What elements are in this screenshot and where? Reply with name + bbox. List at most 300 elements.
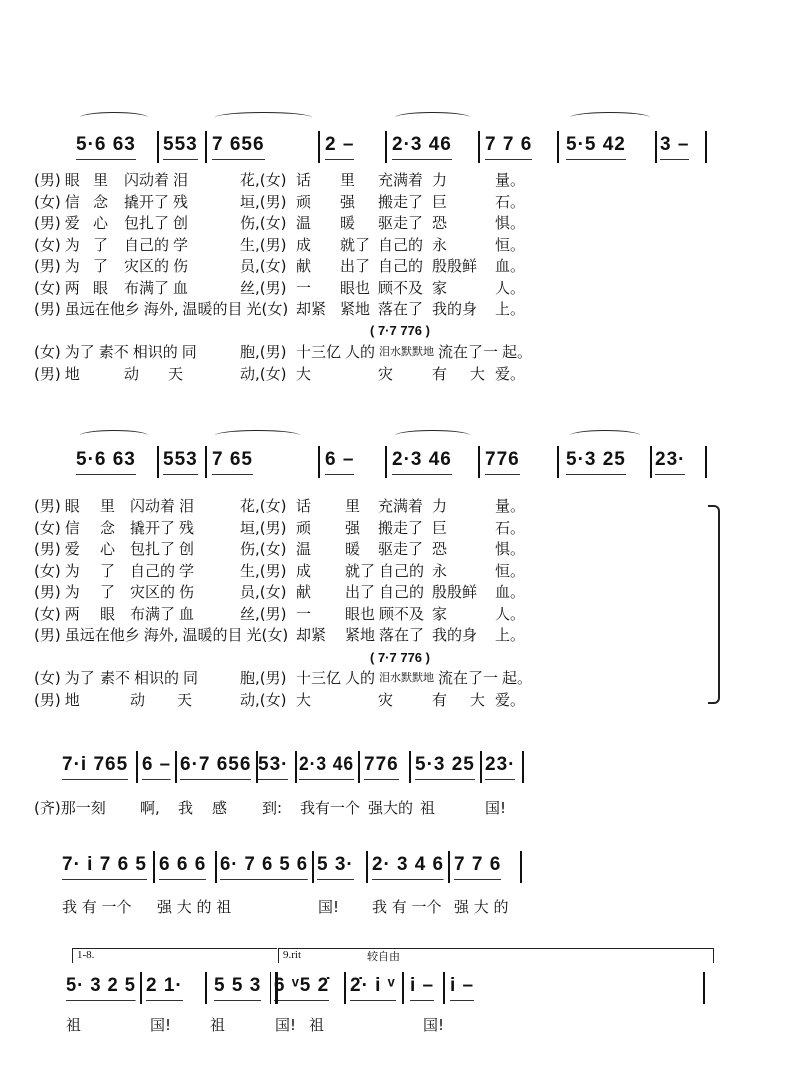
lyric-text: 恒。 [495,561,526,580]
lyric-text: 暖 [345,540,361,558]
bar-line [655,131,657,163]
bar-line [557,446,559,478]
lyric-text: 殷殷鲜 [432,583,478,601]
slur-mark [570,430,640,441]
lyric-text: 虽远在他乡 [64,300,140,318]
bar-line [205,446,207,478]
notation-measure: 6 6 6 [159,853,206,880]
lyric-text: 丝,(男) [240,604,287,623]
slur-mark [395,112,470,123]
lyric-text: 一 [296,278,312,297]
volta-1-bracket: 1-8. [72,948,277,963]
lyric-text: (男) [34,171,61,189]
inserted-notes: ( 7·7 776 ) [370,323,430,338]
lyric-text: 海外, [143,626,179,644]
bar-line [705,446,707,478]
lyric-text: 里 [340,171,356,189]
lyric-text: (女) [34,561,61,580]
lyric-text: 到: [262,799,283,817]
lyric-text: 同 [183,669,199,687]
lyric-text: 大 [470,690,486,709]
bar-line [705,131,707,163]
lyric-text: 石。 [495,192,526,211]
lyric-text: 光(女) [246,300,289,318]
lyric-text: 为 [64,235,80,254]
notation-measure: 5·3 25 [566,448,626,475]
lyric-text: 温 [296,214,312,232]
lyric-text: 天 [177,690,193,709]
notation-measure: 23· [485,753,515,780]
lyric-text: (男) [34,626,61,644]
lyric-text: 动 [124,364,140,383]
lyric-text: 天 [168,364,184,383]
lyric-text: 伤,(女) [240,540,287,558]
lyric-text: 闪动着 [124,171,170,189]
lyric-text: (男) [34,497,61,515]
bar-line [366,851,368,883]
lyric-text: 爱 [64,540,80,558]
notation-measure: 5 5 3 [214,974,261,1001]
lyric-text: (女) [34,235,61,254]
lyric-text: 残 [179,518,195,537]
lyric-text: 强 大 的 [454,898,509,916]
bar-line [205,972,207,1004]
lyric-text: 自己的 [379,561,425,580]
lyric-text: 流在了一 [438,669,499,687]
lyric-text: 伤 [179,583,195,601]
lyric-text: (男) [34,364,61,383]
bar-line [385,446,387,478]
lyric-text: 为了 [64,343,95,361]
lyric-text: 信 [64,518,80,537]
lyric-text: 地 [64,364,80,383]
slur-mark [570,112,650,123]
lyric-text: 里 [100,497,116,515]
lyric-text: 落在了 [379,626,425,644]
notation-measure: 2·3 46 [392,448,452,475]
bar-line [443,972,445,1004]
lyric-text: 惧。 [495,540,526,558]
notation-measure: 7· i 7 6 5 [62,853,147,880]
lyric-text: 有 [432,690,448,709]
lyric-text: (女) [34,669,61,687]
notation-measure: 6·7 656 [180,753,251,780]
lyric-text: 量。 [495,171,526,189]
bar-line [205,131,207,163]
lyric-text: 泪水默默地 [379,671,435,684]
notation-measure: 5·3 25 [415,753,475,780]
lyric-text: 强 [345,518,361,537]
lyric-text: 了 [93,257,109,275]
lyric-text: 眼 [100,604,116,623]
lyric-text: 石。 [495,518,526,537]
notation-measure: 776 [485,448,520,475]
lyric-text: 闪动着 [130,497,176,515]
lyric-text: 落在了 [378,300,424,318]
lyric-text: 强 [340,192,356,211]
lyric-text: 祖 [420,799,436,817]
lyric-text: 爱。 [495,690,526,709]
lyric-text: 巨 [432,518,448,537]
lyric-text: (女) [34,192,61,211]
notation-measure: 776 [364,753,399,780]
lyric-text: 顽 [296,192,312,211]
bar-line [153,851,155,883]
lyric-text: 十三亿 [296,669,342,687]
bar-line [270,972,278,1004]
notation-measure: 2· 3 4 6 [372,853,444,880]
lyric-text: 自己的 [379,583,425,601]
lyric-text: 就了 [340,235,371,254]
notation-measure: 6 – [325,448,354,475]
notation-measure: 553 [163,133,198,160]
brace-bracket [708,505,720,704]
lyric-text: 我的身 [432,300,478,318]
lyric-text: 恐 [432,540,448,558]
lyric-text: 布满了 [130,604,176,623]
lyric-text: 就了 [345,561,376,580]
lyric-text: 顾不及 [379,604,425,623]
lyric-text: 话 [296,497,312,515]
volta-2-bracket: 9.rit [278,948,714,963]
lyric-text: 国! [318,898,340,916]
lyric-text: 献 [296,257,312,275]
lyric-text: 员,(女) [240,257,287,275]
lyric-text: 搬走了 [378,518,424,537]
lyric-text: 动,(女) [240,364,287,383]
lyric-text: 伤,(女) [240,214,287,232]
notation-measure: i – [410,974,434,1001]
bar-line [703,972,705,1004]
lyric-text: 为 [64,257,80,275]
lyric-text: 充满着 [378,171,424,189]
lyric-text: 泪 [179,497,195,515]
lyric-text: 念 [93,192,109,211]
lyric-text: 生,(男) [240,235,287,254]
lyric-text: 力 [432,171,448,189]
lyric-text: 永 [432,235,448,254]
bar-line [256,751,258,783]
lyric-text: 人的 [345,669,376,687]
lyric-text: 创 [179,540,195,558]
lyric-text: 驱走了 [378,540,424,558]
lyric-text: 国! [423,1016,445,1034]
inserted-notes: ( 7·7 776 ) [370,650,430,665]
lyric-text: 人的 [345,343,376,361]
lyric-text: 温暖的目 [182,626,243,644]
lyric-text: (女) [34,604,61,623]
lyric-text: 家 [432,604,448,623]
notation-measure: 7 65 [212,448,253,475]
lyric-text: (齐)那一刻 [34,799,106,817]
lyric-text: (男) [34,300,61,318]
lyric-text: 自己的 [124,235,170,254]
lyric-text: 自己的 [130,561,176,580]
lyric-text: 出了 [340,257,371,275]
lyric-text: 撬开了 [130,518,176,537]
lyric-text: 两 [64,278,80,297]
lyric-text: 大 [296,690,312,709]
bar-line [157,131,159,163]
lyric-text: 垣,(男) [240,192,287,211]
lyric-text: 祖 [66,1016,82,1034]
lyric-text: 人。 [495,278,526,297]
lyric-text: 伤 [173,257,189,275]
lyric-text: 员,(女) [240,583,287,601]
lyric-text: 家 [432,278,448,297]
bar-line [522,751,524,783]
bar-line [215,851,217,883]
notation-measure: 5·6 63 [76,133,136,160]
lyric-text: 出了 [345,583,376,601]
lyric-text: 灾 [378,364,394,383]
lyric-text: 一 [296,604,312,623]
lyric-text: 血。 [495,257,526,275]
lyric-text: 眼 [64,171,80,189]
bar-line [478,131,480,163]
bar-line [136,751,138,783]
lyric-text: 垣,(男) [240,518,287,537]
lyric-text: 动,(女) [240,690,287,709]
lyric-text: 强大的 [368,799,414,817]
bar-line [480,751,482,783]
lyric-text: 花,(女) [240,171,287,189]
bar-line [402,972,404,1004]
lyric-text: 为了 [64,669,95,687]
slur-mark [395,430,470,441]
lyric-text: 海外, [143,300,179,318]
lyric-text: 充满着 [378,497,424,515]
lyric-text: 心 [100,540,116,558]
lyric-text: 血。 [495,583,526,601]
lyric-text: 顽 [296,518,312,537]
lyric-text: 眼 [93,278,109,297]
bar-line [478,446,480,478]
lyric-text: 光(女) [246,626,289,644]
bar-line [650,446,652,478]
lyric-text: 恐 [432,214,448,232]
lyric-text: 我 有 一个 [62,898,132,916]
lyric-text: 丝,(男) [240,278,287,297]
lyric-text: 起。 [502,669,533,687]
lyric-text: 暖 [340,214,356,232]
lyric-text: 相识的 [134,669,180,687]
slur-mark [215,112,312,123]
bar-line [448,851,450,883]
lyric-text: 成 [296,561,312,580]
lyric-text: 温 [296,540,312,558]
notation-measure: 2·3 46 [299,753,354,780]
lyric-text: (男) [34,257,61,275]
notation-measure: 7 656 [212,133,265,160]
lyric-text: 学 [179,561,195,580]
notation-measure: 5 3· [317,853,354,880]
lyric-text: 温暖的目 [182,300,243,318]
lyric-text: (女) [34,518,61,537]
lyric-text: 恒。 [495,235,526,254]
lyric-text: 啊, [140,799,160,817]
lyric-text: 信 [64,192,80,211]
lyric-text: 花,(女) [240,497,287,515]
lyric-text: 虽远在他乡 [64,626,140,644]
tempo-marking: 较自由 [367,950,400,963]
lyric-text: 起。 [502,343,533,361]
lyric-text: 残 [173,192,189,211]
lyric-text: 念 [100,518,116,537]
notation-measure: i – [450,974,474,1001]
lyric-text: 爱 [64,214,80,232]
lyric-text: 眼 [64,497,80,515]
lyric-text: 惧。 [495,214,526,232]
lyric-text: 流在了一 [438,343,499,361]
lyric-text: 灾区的 [124,257,170,275]
lyric-text: 大 [296,364,312,383]
lyric-text: 永 [432,561,448,580]
lyric-text: 巨 [432,192,448,211]
lyric-text: 强 大 的 祖 [157,898,232,916]
notation-measure: 5·6 63 [76,448,136,475]
lyric-text: 却紧 [296,300,327,318]
lyric-text: 我 [178,799,194,817]
bar-line [409,751,411,783]
lyric-text: 创 [173,214,189,232]
notation-measure: 553 [163,448,198,475]
lyric-text: 眼也 [345,604,376,623]
lyric-text: 搬走了 [378,192,424,211]
lyric-text: 人。 [495,604,526,623]
notation-measure: 2 1· [146,974,183,1001]
bar-line [358,751,360,783]
slur-mark [215,430,300,441]
lyric-text: 了 [100,583,116,601]
lyric-text: 里 [93,171,109,189]
notation-measure: 53· [258,753,288,780]
slur-mark [80,112,148,123]
lyric-text: (女) [34,343,61,361]
bar-line [318,131,320,163]
lyric-text: 话 [296,171,312,189]
bar-line [312,851,314,883]
lyric-text: 上。 [495,626,526,644]
lyric-text: 献 [296,583,312,601]
bar-line [385,131,387,163]
lyric-text: 我 有 一个 [372,898,442,916]
lyric-text: 量。 [495,497,526,515]
lyric-text: 地 [64,690,80,709]
bar-line [557,131,559,163]
lyric-text: 眼也 [340,278,371,297]
lyric-text: 素不 [98,343,129,361]
bar-line [140,972,142,1004]
lyric-text: 力 [432,497,448,515]
lyric-text: 为 [64,583,80,601]
lyric-text: 血 [173,278,189,297]
lyric-text: 动 [130,690,146,709]
lyric-text: (男) [34,583,61,601]
notation-measure: 6 – [142,753,171,780]
lyric-text: 紧地 [340,300,371,318]
bar-line [295,751,297,783]
lyric-text: (男) [34,690,61,709]
bar-line [520,851,522,883]
lyric-text: 包扎了 [124,214,170,232]
lyric-text: 却紧 [296,626,327,644]
lyric-text: 素不 [100,669,131,687]
lyric-text: 胞,(男) [240,343,287,361]
lyric-text: 为 [64,561,80,580]
lyric-text: 驱走了 [378,214,424,232]
notation-measure: 6· 7 6 5 6 [220,853,308,880]
notation-measure: 5· 3 2 5 [66,974,136,1001]
lyric-text: 布满了 [124,278,170,297]
lyric-text: 同 [181,343,197,361]
notation-measure: 6 ᵛ5 2̇ [274,974,329,1001]
lyric-text: 里 [345,497,361,515]
lyric-text: 感 [212,799,228,817]
lyric-text: 成 [296,235,312,254]
slur-mark [80,430,148,441]
lyric-text: 祖 [210,1016,226,1034]
lyric-text: 包扎了 [130,540,176,558]
lyric-text: 爱。 [495,364,526,383]
lyric-text: 撬开了 [124,192,170,211]
lyric-text: 两 [64,604,80,623]
lyric-text: 十三亿 [296,343,342,361]
lyric-text: 血 [179,604,195,623]
lyric-text: 了 [100,561,116,580]
lyric-text: 国! [275,1016,297,1034]
lyric-text: 顾不及 [378,278,424,297]
notation-measure: 3 – [660,133,689,160]
bar-line [344,972,346,1004]
lyric-text: 自己的 [378,235,424,254]
lyric-text: 紧地 [345,626,376,644]
notation-measure: 7·i 765 [62,753,128,780]
lyric-text: 心 [93,214,109,232]
lyric-text: (男) [34,214,61,232]
lyric-text: 国! [485,799,507,817]
lyric-text: 生,(男) [240,561,287,580]
lyric-text: 泪水默默地 [379,345,435,358]
lyric-text: 了 [93,235,109,254]
lyric-text: 殷殷鲜 [432,257,478,275]
lyric-text: 有 [432,364,448,383]
lyric-text: (女) [34,278,61,297]
notation-measure: 5·5 42 [566,133,626,160]
lyric-text: 祖 [309,1016,325,1034]
notation-measure: 7 7 6 [454,853,501,880]
bar-line [157,446,159,478]
notation-measure: 2·3 46 [392,133,452,160]
lyric-text: 胞,(男) [240,669,287,687]
lyric-text: 国! [150,1016,172,1034]
lyric-text: 我有一个 [300,799,361,817]
bar-line [175,751,177,783]
lyric-text: 大 [470,364,486,383]
bar-line [318,446,320,478]
lyric-text: 相识的 [132,343,178,361]
lyric-text: 泪 [173,171,189,189]
notation-measure: 2̇· i ᵛ [350,974,396,1001]
lyric-text: 学 [173,235,189,254]
notation-measure: 7 7 6 [485,133,532,160]
lyric-text: 自己的 [378,257,424,275]
lyric-text: 灾区的 [130,583,176,601]
lyric-text: (男) [34,540,61,558]
notation-measure: 2 – [325,133,354,160]
lyric-text: 我的身 [432,626,478,644]
lyric-text: 上。 [495,300,526,318]
